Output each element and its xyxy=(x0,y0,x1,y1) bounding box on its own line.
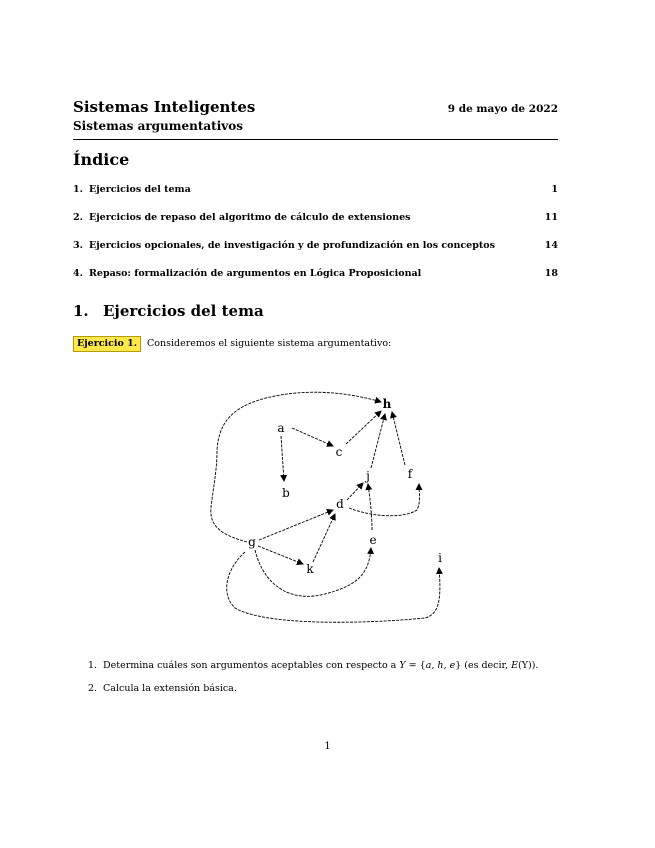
toc-entry-page: 18 xyxy=(544,268,558,279)
edge-e-j xyxy=(368,484,372,530)
node-h: h xyxy=(382,397,392,411)
toc-entry[interactable] xyxy=(73,184,558,198)
edge-k-d xyxy=(313,514,335,562)
toc-entry[interactable] xyxy=(73,240,558,254)
toc-title: Índice xyxy=(73,150,130,169)
edge-a-c xyxy=(292,428,333,446)
topic-subtitle: Sistemas argumentativos xyxy=(73,119,243,133)
exercise-intro: Consideremos el siguiente sistema argumentativo: xyxy=(147,338,392,349)
toc-entry-number: 4. xyxy=(73,268,83,279)
task-item xyxy=(88,683,237,694)
edge-d-f xyxy=(349,484,420,516)
edge-a-b xyxy=(281,436,284,481)
toc-entry-text: Ejercicios opcionales, de investigación y de profundización en los conceptos xyxy=(89,240,495,251)
edge-g-d xyxy=(259,510,333,540)
edge-g-k xyxy=(258,546,303,564)
node-a: a xyxy=(277,421,285,435)
math-Y: Y xyxy=(399,660,406,671)
section-title: Ejercicios del tema xyxy=(103,302,264,320)
section-heading xyxy=(73,302,264,320)
header-rule xyxy=(73,139,558,140)
toc-entry-text: Ejercicios de repaso del algoritmo de cálculo de extensiones xyxy=(89,212,411,223)
page-number: 1 xyxy=(324,741,331,752)
toc-entry-number: 2. xyxy=(73,212,83,223)
node-i: i xyxy=(438,551,442,565)
course-title: Sistemas Inteligentes xyxy=(73,98,256,116)
node-k: k xyxy=(306,562,314,576)
node-e: e xyxy=(369,533,377,547)
exercise-label: Ejercicio 1. xyxy=(73,336,141,352)
task-number: 2. xyxy=(88,683,98,694)
edge-j-h xyxy=(371,414,385,468)
task-text: Calcula la extensión básica. xyxy=(103,683,237,694)
node-b: b xyxy=(282,486,290,500)
math-E: E xyxy=(511,660,519,671)
toc-entry-page: 11 xyxy=(544,212,558,223)
node-d: d xyxy=(336,497,344,511)
toc-entry-text: Ejercicios del tema xyxy=(89,184,191,195)
task-text: (Y)). xyxy=(518,660,539,671)
node-c: c xyxy=(335,445,343,459)
task-text: } (es decir, xyxy=(455,660,512,671)
edge-d-j xyxy=(347,483,363,500)
math-set: a, h, e xyxy=(425,660,456,671)
task-text: = { xyxy=(405,660,426,671)
edge-g-h xyxy=(211,392,381,542)
toc-entry-number: 1. xyxy=(73,184,83,195)
toc-entry-number: 3. xyxy=(73,240,83,251)
task-number: 1. xyxy=(88,660,98,671)
toc-entry[interactable] xyxy=(73,268,558,282)
edge-c-h xyxy=(346,411,381,444)
edge-f-h xyxy=(392,412,405,465)
task-item xyxy=(88,660,538,671)
node-j: j xyxy=(366,469,370,483)
node-f: f xyxy=(407,467,413,481)
toc-entry-text: Repaso: formalización de argumentos en Lógica Proposicional xyxy=(89,268,422,279)
argumentation-graph xyxy=(195,380,465,630)
document-date: 9 de mayo de 2022 xyxy=(447,103,558,115)
toc-entry[interactable] xyxy=(73,212,558,226)
section-number: 1. xyxy=(73,302,89,320)
node-g: g xyxy=(248,535,256,549)
task-text: Determina cuáles son argumentos aceptables con respecto a xyxy=(103,660,400,671)
toc-entry-page: 1 xyxy=(551,184,558,195)
toc-entry-page: 14 xyxy=(544,240,558,251)
